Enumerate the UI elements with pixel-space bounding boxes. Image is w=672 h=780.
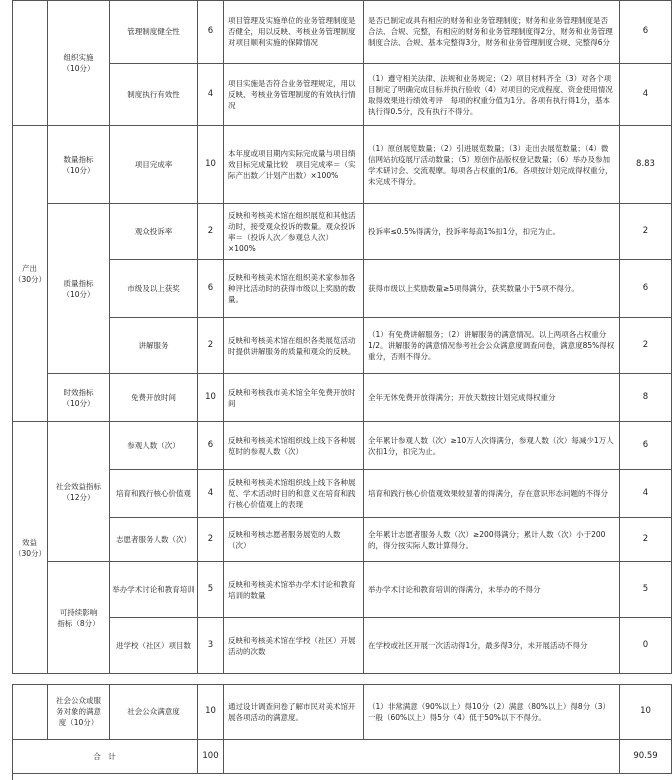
row-9-weight: 2 — [198, 518, 224, 562]
row-9-score: 2 — [620, 518, 672, 562]
level1-benefit: 效益 （30分） — [12, 422, 48, 674]
row-1-description: 项目实施是否符合业务管理规定，用以反映、考核业务管理制度的有效执行情况 — [224, 64, 364, 126]
row-8-score: 4 — [620, 470, 672, 518]
row-9-description: 反映和考核志愿者服务展览的人数（次） — [224, 518, 364, 562]
row-8-indicator: 培育和践行核心价值观 — [110, 470, 198, 518]
row-11-score: 0 — [620, 618, 672, 674]
row-7-description: 反映和考核美术馆组织线上线下各种展览时的参观人数（次） — [224, 422, 364, 470]
row-4-score: 6 — [620, 260, 672, 318]
row-5-indicator: 讲解服务 — [110, 318, 198, 374]
row-6-indicator: 免费开放时间 — [110, 374, 198, 422]
total-score: 90.59 — [620, 740, 672, 774]
level2-qual: 质量指标 （10分） — [48, 204, 110, 374]
total-weight: 100 — [198, 740, 224, 774]
row-10-description: 反映和考核美术馆举办学术讨论和教育培训的数量 — [224, 562, 364, 618]
row-4-indicator: 市级及以上获奖 — [110, 260, 198, 318]
row-1-indicator: 制度执行有效性 — [110, 64, 198, 126]
row-0-criteria: 是否已制定或具有相应的财务和业务管理制度；财务和业务管理制度是否合法、合规、完整，有相应的财务和业务管理制度得2分，财务和业务管理制度合法、合规、基本完整得3分，财务和业务管理制度合规、完整得6分 — [364, 0, 620, 64]
level2-org: 组织实施 （10分） — [48, 0, 110, 126]
row-0-score: 6 — [620, 0, 672, 64]
row-0-description: 项目管理及实施单位的业务管理制度是否健全，用以反映、考核业务管理制度对项目顺利实施的保障情况 — [224, 0, 364, 64]
row-0-weight: 6 — [198, 0, 224, 64]
row-10-criteria: 举办学术讨论和教育培训的得满分，未举办的不得分 — [364, 562, 620, 618]
level2-satisfy: 社会公众或服 务对象的满意 度（10分） — [48, 684, 110, 740]
row-3-score: 2 — [620, 204, 672, 260]
row-8-description: 反映和考核美术馆组织线上线下各种展览、学术活动时目的和意义在培育和践行核心价值观上的表现 — [224, 470, 364, 518]
row-2-description: 本年度或项目期内实际完成量与项目绩效目标完成量比较 项目完成率＝（实际产出数／计划产出数）×100% — [224, 126, 364, 204]
row-12-indicator: 社会公众满意度 — [110, 684, 198, 740]
row-7-criteria: 全年累计参观人数（次）≥10万人次得满分，参观人数（次）每减少1万人次扣1分，扣完为止。 — [364, 422, 620, 470]
row-11-weight: 3 — [198, 618, 224, 674]
row-10-weight: 5 — [198, 562, 224, 618]
row-2-weight: 10 — [198, 126, 224, 204]
total-blank — [224, 740, 620, 774]
level2-social: 社会效益指标 （12分） — [48, 422, 110, 562]
total-label: 合 计 — [12, 740, 198, 774]
level1-output: 产出 （30分） — [12, 126, 48, 422]
row-6-criteria: 全年无休免费开放得满分；开放天数按计划完成得权重分 — [364, 374, 620, 422]
level2-sustain: 可持续影响 指标（8分） — [48, 562, 110, 674]
row-5-score: 2 — [620, 318, 672, 374]
level2-time: 时效指标 （10分） — [48, 374, 110, 422]
row-6-weight: 10 — [198, 374, 224, 422]
row-5-description: 反映和考核美术馆在组织各类展览活动时提供讲解服务的质量和观众的反映。 — [224, 318, 364, 374]
row-10-score: 5 — [620, 562, 672, 618]
row-2-indicator: 项目完成率 — [110, 126, 198, 204]
level1-cell-blank-lower — [12, 684, 48, 740]
row-4-description: 反映和考核美术馆在组织美术家参加各种评比活动时的获得市级以上奖励的数量。 — [224, 260, 364, 318]
level2-qty: 数量指标 （10分） — [48, 126, 110, 204]
row-11-description: 反映和考核美术馆在学校（社区）开展活动的次数 — [224, 618, 364, 674]
row-12-criteria: （1）非常满意（90%以上）得10分（2）满意（80%以上）得8分（3）一般（60%以上）得5分（4）低于50%以下不得分。 — [364, 684, 620, 740]
row-4-weight: 6 — [198, 260, 224, 318]
row-3-criteria: 投诉率≤0.5%得满分，投诉率每高1%扣1分，扣完为止。 — [364, 204, 620, 260]
row-8-criteria: 培育和践行核心价值观效果较显著的得满分，存在意识形态问题的不得分 — [364, 470, 620, 518]
row-6-description: 反映和考核我市美术馆全年免费开放时间 — [224, 374, 364, 422]
row-12-weight: 10 — [198, 684, 224, 740]
row-5-weight: 2 — [198, 318, 224, 374]
row-3-indicator: 观众投诉率 — [110, 204, 198, 260]
row-7-score: 6 — [620, 422, 672, 470]
row-7-weight: 6 — [198, 422, 224, 470]
row-3-weight: 2 — [198, 204, 224, 260]
row-11-indicator: 进学校（社区）项目数 — [110, 618, 198, 674]
row-9-criteria: 全年累计志愿者服务人数（次）≥200得满分；累计人数（次）小于200的，得分按实际人数计算得分。 — [364, 518, 620, 562]
level1-cell-blank — [12, 0, 48, 126]
row-1-criteria: （1）遵守相关法律、法规和业务规定；（2）项目材料齐全（3）对各个项目制定了明确完成目标并执行验收（4）对项目的完成程度、资金使用情况取得效果进行绩效考评 每项的权重分值为1分。各项有执行得1分，基本执行得0.5分，没有执行不得分。 — [364, 64, 620, 126]
row-6-score: 8 — [620, 374, 672, 422]
row-10-indicator: 举办学术讨论和教育培训 — [110, 562, 198, 618]
row-0-indicator: 管理制度健全性 — [110, 0, 198, 64]
row-8-weight: 4 — [198, 470, 224, 518]
row-1-score: 4 — [620, 64, 672, 126]
row-11-criteria: 在学校或社区开展一次活动得1分，最多得3分，未开展活动不得分 — [364, 618, 620, 674]
row-12-description: 通过设计调查问卷了解市民对美术馆开展各项活动的满意度。 — [224, 684, 364, 740]
row-7-indicator: 参观人数（次） — [110, 422, 198, 470]
row-3-description: 反映和考核美术馆在组织展览和其他活动时，接受观众投诉的数量。观众投诉率＝（投诉人次／参观总人次）×100% — [224, 204, 364, 260]
row-12-score: 10 — [620, 684, 672, 740]
row-1-weight: 4 — [198, 64, 224, 126]
row-2-score: 8.83 — [620, 126, 672, 204]
row-9-indicator: 志愿者服务人数（次） — [110, 518, 198, 562]
row-4-criteria: 获得市级以上奖励数量≥5项得满分，获奖数量小于5项不得分。 — [364, 260, 620, 318]
row-5-criteria: （1）有免费讲解服务；（2）讲解服务的满意情况。以上两项各占权重分1/2。讲解服务的满意情况参考社会公众满意度调查问卷，满意度85%得权重分，否则不得分。 — [364, 318, 620, 374]
row-2-criteria: （1）原创展览数量；（2）引进展览数量；（3）走出去展览数量；（4）微信网站抗疫展厅活动数量；（5）原创作品版权登记数量；（6）举办及参加学术研讨会、交流观摩。每项各占权重的1/6。各项按计划完成得权重分，未完成不得分。 — [364, 126, 620, 204]
